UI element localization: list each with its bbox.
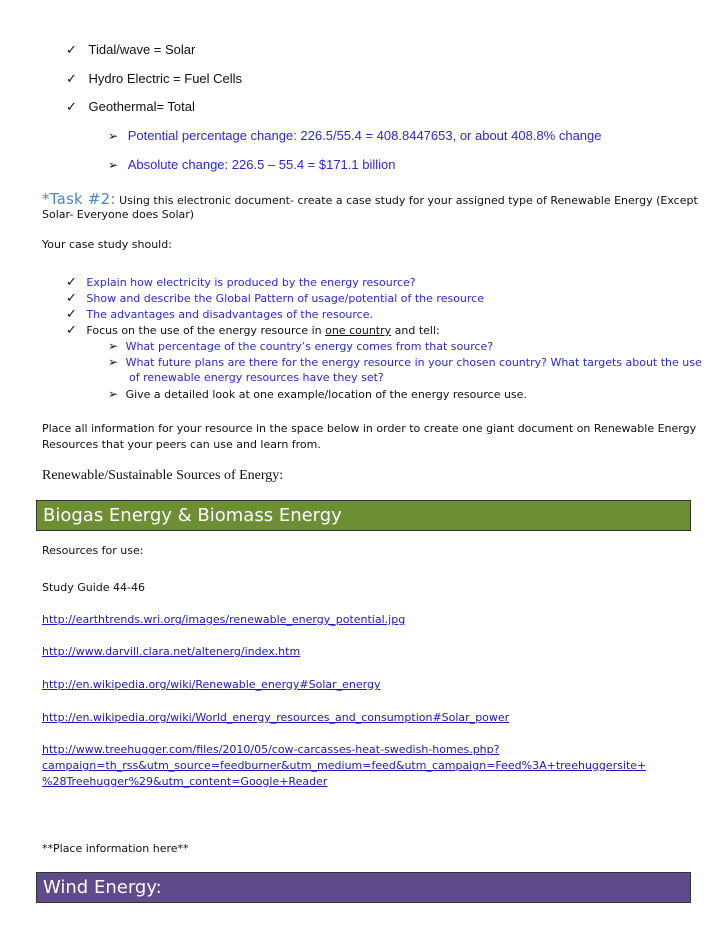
resource-link[interactable]: http://earthtrends.wri.org/images/renewable_energy_potential.jpg: [42, 613, 406, 626]
checkmark-icon: ✓: [66, 307, 77, 322]
resource-link-long-line1[interactable]: http://www.treehugger.com/files/2010/05/cow-carcasses-heat-swedish-homes.php?: [42, 743, 500, 756]
place-info-line1: Place all information for your resource in the space below in order to create one giant document on Renewable Energy: [42, 422, 697, 435]
place-info-line2: Resources that your peers can use and learn from.: [42, 438, 321, 451]
wind-section-header: Wind Energy:: [36, 872, 691, 903]
list-item: ✓ Show and describe the Global Pattern of usage/potential of the resource: [66, 291, 484, 306]
list-item: ✓ Explain how electricity is produced by the energy resource?: [66, 275, 416, 290]
list-item: ➢ Potential percentage change: 226.5/55.4 = 408.8447653, or about 408.8% change: [108, 128, 602, 143]
list-item: ✓ Geothermal= Total: [66, 99, 195, 115]
task-paragraph: *Task #2: Using this electronic document- create a case study for your assigned type of Renewable Energy (Except: [42, 190, 698, 208]
list-item: ➢ What future plans are there for the energy resource in your chosen country? What targets about the use: [108, 355, 702, 369]
task-heading: *Task #2:: [42, 190, 116, 208]
arrow-bullet-icon: ➢: [108, 129, 119, 143]
list-item: ➢ Give a detailed look at one example/location of the energy resource use.: [108, 387, 527, 401]
case-intro: Your case study should:: [42, 238, 172, 251]
list-item: ➢ What percentage of the country’s energy comes from that source?: [108, 339, 494, 353]
checkmark-icon: ✓: [66, 291, 77, 306]
list-item-continuation: of renewable energy resources have they set?: [129, 371, 384, 384]
arrow-bullet-icon: ➢: [108, 355, 119, 369]
arrow-bullet-icon: ➢: [108, 158, 119, 172]
task-text-line2: Solar- Everyone does Solar): [42, 208, 195, 221]
arrow-bullet-icon: ➢: [108, 339, 119, 353]
section-title: Renewable/Sustainable Sources of Energy:: [42, 468, 284, 483]
resource-link[interactable]: http://en.wikipedia.org/wiki/World_energy_resources_and_consumption#Solar_power: [42, 711, 510, 724]
checkmark-icon: ✓: [66, 72, 77, 87]
checkmark-icon: ✓: [66, 323, 77, 338]
resources-label: Resources for use:: [42, 544, 144, 557]
resource-link[interactable]: http://en.wikipedia.org/wiki/Renewable_energy#Solar_energy: [42, 678, 381, 691]
list-item: ✓ Hydro Electric = Fuel Cells: [66, 71, 243, 87]
list-item: ✓ Tidal/wave = Solar: [66, 42, 196, 58]
list-item: ➢ Absolute change: 226.5 – 55.4 = $171.1 billion: [108, 157, 396, 172]
resource-link[interactable]: http://www.darvill.clara.net/altenerg/index.htm: [42, 645, 301, 658]
arrow-bullet-icon: ➢: [108, 387, 119, 401]
checkmark-icon: ✓: [66, 43, 77, 58]
checkmark-icon: ✓: [66, 100, 77, 115]
resource-link-long-line2[interactable]: campaign=th_rss&utm_source=feedburner&utm_medium=feed&utm_campaign=Feed%3A+treehuggersite+: [42, 759, 647, 772]
study-guide: Study Guide 44-46: [42, 581, 146, 594]
checkmark-icon: ✓: [66, 275, 77, 290]
resource-link-long-line3[interactable]: %28Treehugger%29&utm_content=Google+Reader: [42, 775, 328, 788]
place-information-here: **Place information here**: [42, 842, 189, 855]
list-item: ✓ The advantages and disadvantages of the resource.: [66, 307, 373, 322]
list-item: ✓ Focus on the use of the energy resource in one country and tell:: [66, 323, 440, 338]
biogas-section-header: Biogas Energy & Biomass Energy: [36, 500, 691, 531]
